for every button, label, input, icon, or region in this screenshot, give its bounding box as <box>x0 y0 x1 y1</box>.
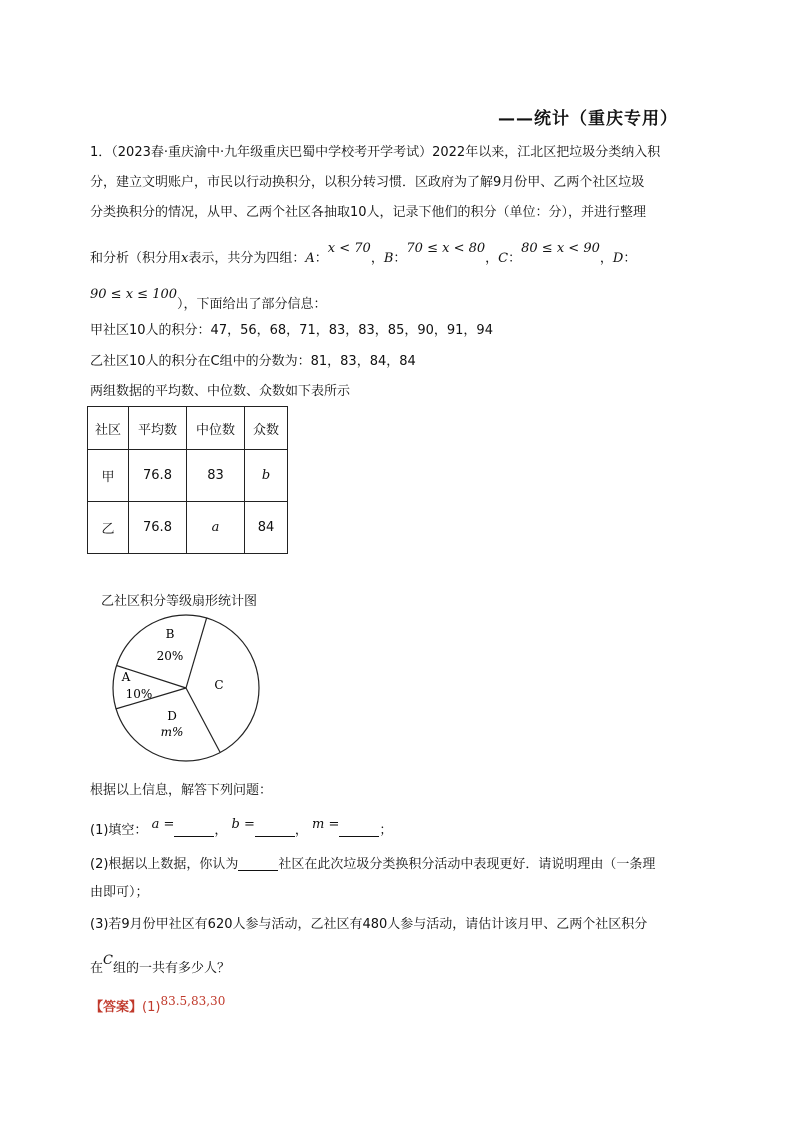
question-2-line-2: 由即可）； <box>90 885 149 900</box>
problem-line-5 <box>90 287 327 314</box>
table-cell: 76.8 <box>129 450 187 502</box>
question-2-line-1 <box>90 856 655 874</box>
q1-a-blank[interactable] <box>174 822 214 837</box>
group-c-label: C <box>498 251 509 266</box>
info-jia: 甲社区10人的积分：47，56，68，71，83，83，85，90，91，94 <box>90 323 493 338</box>
problem-line-4-mid: 表示，共分为四组： <box>188 251 306 266</box>
table-header-row <box>88 407 288 450</box>
stats-table <box>87 406 288 554</box>
table-caption: 两组数据的平均数、中位数、众数如下表所示 <box>90 384 351 399</box>
table-cell: a <box>187 502 245 554</box>
q3-post: 组的一共有多少人？ <box>112 961 230 976</box>
slice-label-a: A <box>121 670 131 684</box>
problem-line-4-prefix: 和分析（积分用 <box>90 251 182 266</box>
table-header-cell: 平均数 <box>129 407 187 450</box>
question-1: (1)填空： a = ， b = ， m = ； <box>90 817 393 838</box>
colon: ： <box>314 251 328 266</box>
problem-line-3: 分类换积分的情况，从甲、乙两个社区各抽取10人，记录下他们的积分（单位：分），并进行整理 <box>90 205 647 220</box>
table-header-cell: 众数 <box>245 407 288 450</box>
slice-percent-b: 20% <box>156 649 184 663</box>
table-cell: 84 <box>245 502 288 554</box>
page-title: ——统计（重庆专用） <box>498 109 678 129</box>
group-a-condition: x < 70 <box>327 241 371 256</box>
q2-blank[interactable] <box>238 856 278 871</box>
table-cell: 83 <box>187 450 245 502</box>
comma: ， <box>485 251 499 266</box>
group-c-condition: 80 ≤ x < 90 <box>521 241 600 256</box>
q1-a-label: a = <box>151 817 175 832</box>
table-row <box>88 502 288 554</box>
slice-percent-d: m% <box>160 725 184 739</box>
problem-line-1: 1．（2023春·重庆渝中·九年级重庆巴蜀中学校考开学考试）2022年以来，江北区把垃圾分类纳入积 <box>90 145 661 160</box>
q3-var: C <box>103 953 113 968</box>
q1-b-blank[interactable] <box>255 822 295 837</box>
table-row <box>88 450 288 502</box>
colon: ： <box>623 251 637 266</box>
q1-prefix: (1)填空： <box>90 823 148 838</box>
group-d-label: D <box>612 251 624 266</box>
answer <box>90 994 226 1017</box>
q3-pre: 在 <box>90 961 104 976</box>
q1-b-label: b = <box>231 817 255 832</box>
table-header-cell: 社区 <box>88 407 129 450</box>
pie-title: 乙社区积分等级扇形统计图 <box>101 594 258 609</box>
problem-line-2: 分，建立文明账户，市民以行动换积分，以积分转习惯．区政府为了解9月份甲、乙两个社区垃圾 <box>90 175 645 190</box>
table-cell: b <box>245 450 288 502</box>
questions-intro: 根据以上信息，解答下列问题： <box>90 783 273 798</box>
answer-label: 【答案】 <box>90 1000 143 1015</box>
table-cell: 甲 <box>88 450 129 502</box>
q2-prefix: (2)根据以上数据，你认为 <box>90 857 239 872</box>
table-cell: 76.8 <box>129 502 187 554</box>
comma: ， <box>370 251 384 266</box>
slice-percent-a: 10% <box>125 687 153 701</box>
slice-label-c: C <box>214 678 224 692</box>
table-header-cell: 中位数 <box>187 407 245 450</box>
info-yi: 乙社区10人的积分在C组中的分数为：81，83，84，84 <box>90 354 416 369</box>
group-b-label: B <box>383 251 394 266</box>
q2-suffix: 社区在此次垃圾分类换积分活动中表现更好．请说明理由（一条理 <box>278 857 656 872</box>
problem-line-5-suffix: ），下面给出了部分信息： <box>177 297 327 312</box>
colon: ： <box>393 251 407 266</box>
answer-value: 83.5,83,30 <box>160 994 226 1008</box>
question-3-line-1: (3)若9月份甲社区有620人参与活动，乙社区有480人参与活动，请估计该月甲、乙两个社区积分 <box>90 917 648 932</box>
colon: ： <box>508 251 522 266</box>
q1-m-blank[interactable] <box>339 822 379 837</box>
var-x: x <box>181 251 189 266</box>
pie-chart <box>100 610 280 780</box>
group-a-label: A <box>305 251 315 266</box>
answer-part: (1) <box>142 1000 161 1015</box>
slice-label-b: B <box>165 627 175 641</box>
group-d-condition: 90 ≤ x ≤ 100 <box>90 287 178 302</box>
q1-m-label: m = <box>311 817 340 832</box>
q1-end: ； <box>379 823 393 838</box>
slice-label-d: D <box>167 709 177 723</box>
table-cell: 乙 <box>88 502 129 554</box>
problem-line-4 <box>90 241 637 268</box>
group-b-condition: 70 ≤ x < 80 <box>406 241 486 256</box>
question-3-line-2 <box>90 953 230 978</box>
comma: ， <box>599 251 613 266</box>
